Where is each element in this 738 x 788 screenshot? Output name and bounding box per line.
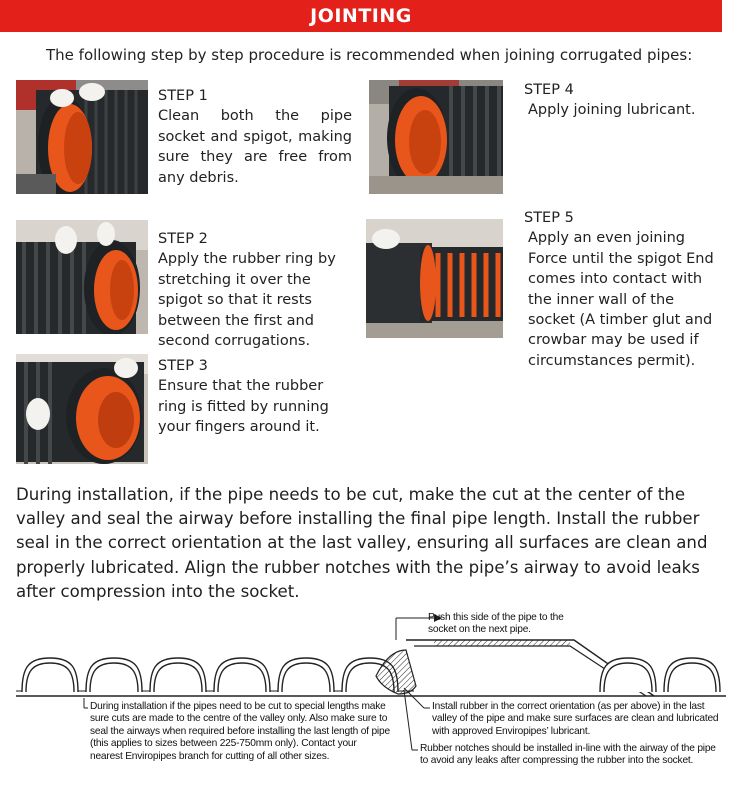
intro-text: The following step by step procedure is recommended when joining corrugated pipes: — [46, 46, 693, 64]
diagram-cut-note: During installation if the pipes need to be cut to special lengths make sure cuts are made to the centre of the valley only. Also make sure to seal the airways when required before installing the last length of pipe (this applies to sizes between 225-750mm only). Contact your nearest Enviropipes branch for cutting of all other sizes. — [90, 701, 390, 762]
step-2-photo — [16, 220, 148, 334]
section-banner — [0, 0, 722, 32]
section-title: JOINTING — [310, 5, 412, 27]
step-text: Apply joining lubricant. — [528, 102, 696, 119]
joint-cross-section-diagram — [14, 610, 726, 780]
step-2 — [158, 229, 348, 351]
step-3-photo — [16, 354, 148, 464]
step-text: Apply the rubber ring by stretching it over the spigot so that it rests between the first and second corrugations. — [158, 251, 336, 350]
diagram-notch-note: Rubber notches should be installed in-line with the airway of the pipe to avoid any leaks after compressing the rubber into the socket. — [420, 743, 716, 767]
step-label: STEP 3 — [158, 358, 208, 374]
diagram-push-note: Push this side of the pipe to the socket on the next pipe. — [428, 612, 564, 636]
step-label: STEP 5 — [524, 210, 574, 226]
step-text: Ensure that the rubber ring is fitted by running your fingers around it. — [158, 378, 329, 436]
step-5 — [524, 208, 718, 371]
step-1 — [158, 86, 352, 188]
step-label: STEP 2 — [158, 231, 208, 247]
step-4-photo — [369, 80, 503, 194]
step-3 — [158, 356, 348, 438]
step-label: STEP 4 — [524, 82, 574, 98]
installation-note: During installation, if the pipe needs to be cut, make the cut at the center of the valley and seal the airway before installing the final pipe length. Install the rubber seal in the correct orientation at the last valley, ensuring all surfaces are clean and properly lubricated. Align the rubber notches with the pipe’s airway to avoid leaks after compression into the socket. — [16, 485, 708, 601]
step-text: Apply an even joining Force until the spigot End comes into contact with the inner wall of the socket (A timber glut and crowbar may be used if circumstances permit). — [528, 230, 714, 369]
step-1-photo — [16, 80, 148, 194]
step-4 — [524, 80, 724, 121]
step-5-photo — [366, 219, 503, 338]
step-text: Clean both the pipe socket and spigot, making sure they are free from any debris. — [158, 108, 352, 186]
step-label: STEP 1 — [158, 88, 208, 104]
diagram-rubber-note: Install rubber in the correct orientation (as per above) in the last valley of the pipe and make sure surfaces are clean and lubricated with approved Enviropipes’ lubricant. — [432, 701, 719, 737]
